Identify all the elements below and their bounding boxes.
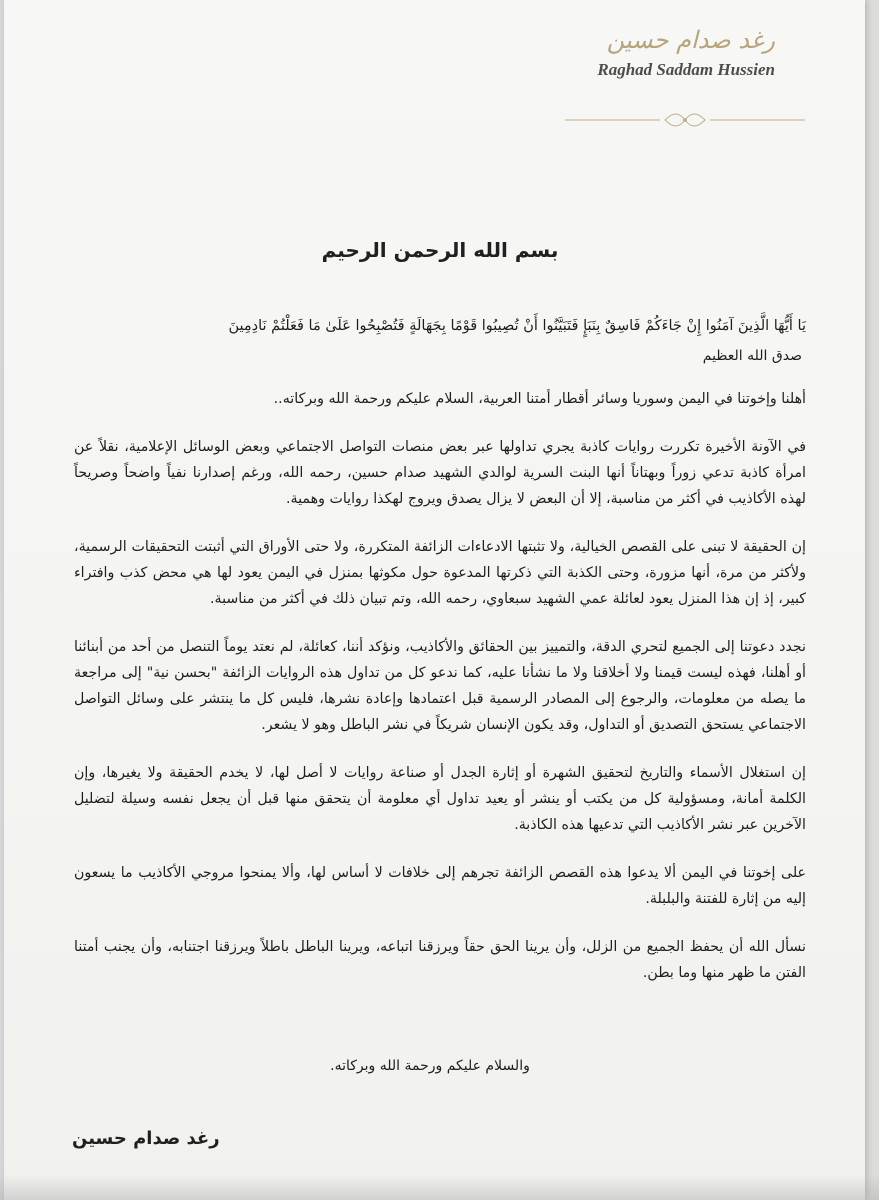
verse-closing: صدق الله العظيم <box>702 348 802 364</box>
paragraph-1: في الآونة الأخيرة تكررت روايات كاذبة يجري تداولها عبر بعض منصات التواصل الاجتماعي وبعض الوسائل الإعلامية، نقلاً عن امرأة كاذبة تدعي زوراً وبهتاناً أنها البنت السرية لوالدي الشهيد صدام حسين، رحمه الله، ورغم إصدارنا نفياً واضحاً وصريحاً لهذه الأكاذيب في أكثر من مناسبة، إلا أن البعض لا يزال يصدق ويروج لهكذا روايات وهمية. <box>74 439 806 507</box>
table-shadow <box>0 1174 879 1200</box>
letter-page <box>4 0 865 1200</box>
paragraph-5: على إخوتنا في اليمن ألا يدعوا هذه القصص الزائفة تجرهم إلى خلافات لا أساس لها، وألا يمنحوا مروجي الأكاذيب ما يسعون إليه من إثارة للفتنة والبلبلة. <box>74 865 806 907</box>
basmala-heading: بسم الله الرحمن الرحيم <box>321 238 559 262</box>
letterhead-english-name: Raghad Saddam Hussien <box>597 60 775 79</box>
paragraph-2: إن الحقيقة لا تبنى على القصص الخيالية، ولا تثبتها الادعاءات الزائفة المتكررة، ولا حتى الأوراق التي أثبتت التحقيقات الرسمية، ولأكثر من مرة، أنها مزورة، وحتى الكذبة التي ذكرتها المدعوة حول مكوثها بمنزل في اليمن يعود لها هي محض كذب وافتراء كبير، إذ إن هذا المنزل يعود لعائلة عمي الشهيد سبعاوي، رحمه الله، وتم تبيان ذلك في أكثر من مناسبة. <box>74 539 806 607</box>
signature-name: رغد صدام حسين <box>72 1128 220 1149</box>
letterhead <box>555 20 805 130</box>
closing-salutation: والسلام عليكم ورحمة الله وبركاته. <box>330 1058 530 1074</box>
paragraph-greeting: أهلنا وإخوتنا في اليمن وسوريا وسائر أقطار أمتنا العربية، السلام عليكم ورحمة الله وبركاته.. <box>273 391 806 407</box>
letter-body <box>74 238 806 1074</box>
paragraph-6: نسأل الله أن يحفظ الجميع من الزلل، وأن يرينا الحق حقاً ويرزقنا اتباعه، ويرينا الباطل باطلاً ويرزقنا اجتنابه، وأن يجنب أمتنا الفتن ما ظهر منها وما بطن. <box>74 939 806 981</box>
paragraph-3: نجدد دعوتنا إلى الجميع لتحري الدقة، والتمييز بين الحقائق والأكاذيب، ونؤكد أننا، كعائلة، لم نعتد يوماً التنصل من أحد من أبنائنا أو أهلنا، فهذه ليست قيمنا ولا أخلاقنا ولا ما نشأنا عليه، كما ندعو كل من تداول هذه الروايات الزائفة "بحسن نية" إلى مراجعة ما يصله من معلومات، والرجوع إلى المصادر الرسمية قبل اعتمادها وإعادة نشرها، فليس كل ما ينتشر على وسائل التواصل الاجتماعي يستحق التصديق أو التداول، وقد يكون الإنسان شريكاً في نشر الباطل وهو لا يشعر. <box>74 639 806 733</box>
quran-verse: يَا أَيُّهَا الَّذِينَ آمَنُوا إِنْ جَاءَكُمْ فَاسِقٌ بِنَبَإٍ فَتَبَيَّنُوا أَنْ تُصِيبُوا قَوْمًا بِجَهَالَةٍ فَتُصْبِحُوا عَلَىٰ مَا فَعَلْتُمْ نَادِمِينَ <box>228 318 806 334</box>
paragraph-4: إن استغلال الأسماء والتاريخ لتحقيق الشهرة أو إثارة الجدل أو صناعة روايات لا أصل لها، لا يخدم الحقيقة ولا يغيرها، وإن الكلمة أمانة، ومسؤولية كل من يكتب أو ينشر أو يعيد تداول أي معلومة أن يتحقق منها قبل أن يجعل نفسه وسيلة لتضليل الآخرين عبر نشر الأكاذيب التي تدعيها هذه الكاذبة. <box>74 765 806 833</box>
letterhead-arabic-logo: رغد صدام حسين <box>606 26 775 54</box>
ornament-icon <box>565 110 805 130</box>
